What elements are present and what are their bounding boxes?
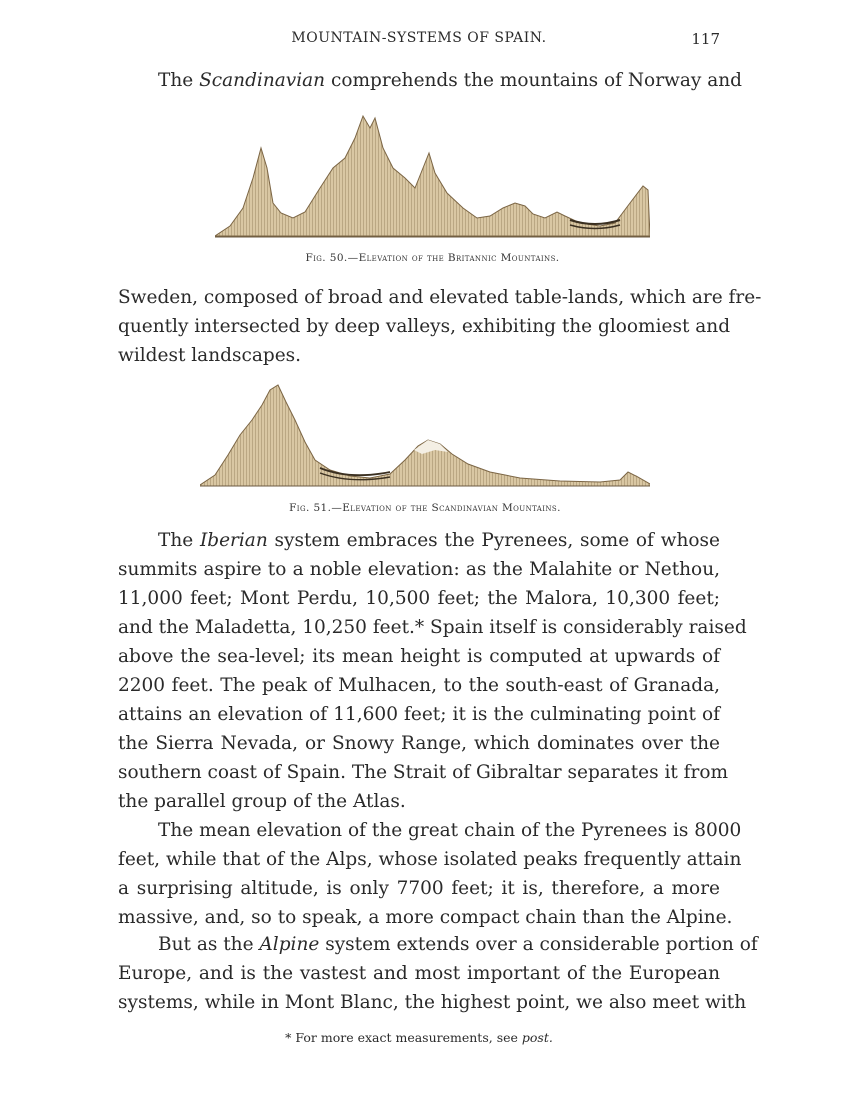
text-line: the parallel group of the Atlas.	[118, 791, 406, 812]
text-line: Europe, and is the vastest and most important of the European	[118, 963, 720, 984]
figure-50	[215, 108, 650, 268]
figure-51-caption: Fig. 51.—Elevation of the Scandinavian Mountains.	[289, 502, 561, 514]
figure-51	[200, 380, 650, 520]
text-line: southern coast of Spain. The Strait of Gibraltar separates it from	[118, 762, 729, 783]
text-line: systems, while in Mont Blanc, the highest point, we also meet with	[118, 992, 747, 1013]
footnote: * For more exact measurements, see post.	[285, 1030, 553, 1045]
running-title: MOUNTAIN-SYSTEMS OF SPAIN.	[291, 30, 547, 46]
text-line: summits aspire to a noble elevation: as the Malahite or Nethou,	[118, 559, 720, 580]
text-line: above the sea-level; its mean height is computed at upwards of	[118, 646, 720, 667]
text-line: Sweden, composed of broad and elevated table-lands, which are fre-	[118, 287, 762, 308]
paragraph-iberian-system	[118, 526, 747, 816]
paragraph-pyrenees-elevation	[118, 816, 742, 932]
text-line: The Iberian system embraces the Pyrenees, some of whose	[158, 530, 720, 551]
page-header	[118, 30, 720, 52]
scandinavian-mountains-illustration	[200, 380, 650, 490]
text-line: The Scandinavian comprehends the mountains of Norway and	[158, 70, 743, 91]
text-line: wildest landscapes.	[118, 345, 302, 366]
text-line: 11,000 feet; Mont Perdu, 10,500 feet; the Malora, 10,300 feet;	[118, 588, 720, 609]
text-line: The mean elevation of the great chain of the Pyrenees is 8000	[158, 820, 742, 841]
britannic-mountains-illustration	[215, 108, 650, 240]
text-line: massive, and, so to speak, a more compact chain than the Alpine.	[118, 907, 733, 928]
text-line: the Sierra Nevada, or Snowy Range, which dominates over the	[118, 733, 720, 754]
paragraph-scandinavian-intro	[118, 66, 743, 95]
page-number: 117	[691, 30, 720, 48]
text-line: But as the Alpine system extends over a considerable portion of	[158, 934, 758, 955]
figure-50-caption: Fig. 50.—Elevation of the Britannic Mountains.	[305, 252, 560, 264]
text-line: feet, while that of the Alps, whose isolated peaks frequently attain	[118, 849, 742, 870]
paragraph-alpine-system	[118, 930, 758, 1017]
text-line: and the Maladetta, 10,250 feet.* Spain itself is considerably raised	[118, 617, 747, 638]
text-line: a surprising altitude, is only 7700 feet; it is, therefore, a more	[118, 878, 720, 899]
text-line: 2200 feet. The peak of Mulhacen, to the south-east of Granada,	[118, 675, 720, 696]
text-line: quently intersected by deep valleys, exhibiting the gloomiest and	[118, 316, 731, 337]
text-line: attains an elevation of 11,600 feet; it is the culminating point of	[118, 704, 720, 725]
paragraph-sweden	[118, 283, 762, 370]
